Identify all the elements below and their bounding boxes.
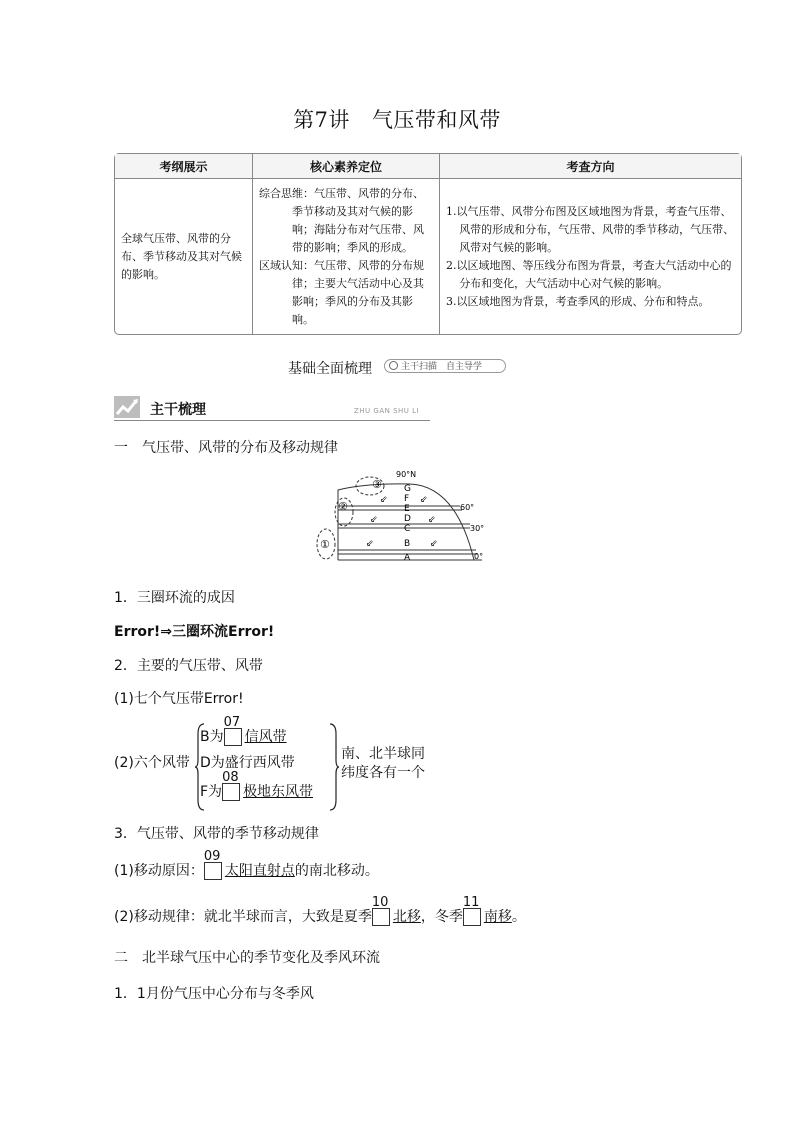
wind-b-answer: 信风带 [244,729,287,745]
header-exam-direction: 考查方向 [439,154,741,179]
wind-arrow-icon: ⇙ [366,539,374,549]
belt-letter-b: B [404,539,411,549]
item-3b-prefix: (2)移动规律：就北半球而言，大致是夏季 [114,909,372,925]
wind-b-prefix: B为 [200,729,224,745]
item-3b-answer-winter: 南移 [483,909,512,925]
item-2a [114,688,244,708]
belt-letter-c: C [404,524,411,534]
lat-label-60: 60° [460,503,475,512]
item-3b-middle: ，冬季 [420,909,463,925]
syllabus-table [114,153,742,335]
section-title: 基础全面梳理 [288,361,372,377]
item-2a-text: (1)七个气压带Error! [114,691,244,707]
exam-outline-cell: 全球气压带、风带的分布、季节移动及其对气候的影响。 [121,231,242,281]
note-line-2: 纬度各有一个 [341,765,425,781]
literacy-item: 综合思维：气压带、风带的分布、季节移动及其对气候的影响；海陆分布对气压带、风带的影响；季风的形成。 [259,186,424,254]
belt-letter-g: G [404,484,411,494]
belt-letter-a: A [404,553,411,563]
core-literacy-cell [252,179,439,334]
lat-label-90: 90°N [396,470,417,479]
lat-label-0: 0° [474,552,484,561]
page-title [0,104,794,134]
item-3b [114,895,526,926]
pressure-belt-diagram [306,466,496,566]
answer-box [222,770,240,801]
answer-number: 08 [222,770,239,785]
wind-arrow-icon: ⇙ [430,539,438,549]
main-heading: 主干梳理 [150,402,206,418]
item-1: 1．三圈环流的成因 [114,590,235,606]
header-exam-outline: 考纲展示 [115,154,252,179]
part2-item-1: 1．1月份气压中心分布与冬季风 [114,986,314,1002]
literacy-item: 区域认知：气压带、风带的分布规律；主要大气活动中心及其影响；季风的分布及其影响。 [259,258,424,326]
heading-divider [114,420,430,421]
wind-arrow-icon: ⇙ [370,515,378,525]
answer-box [223,715,242,746]
direction-item: 2.以区域地图、等压线分布图为背景，考查大气活动中心的分布和变化，大气活动中心对气候的影响。 [446,258,732,290]
wind-arrow-icon: ⇙ [380,495,388,505]
item-3a-prefix: (1)移动原因： [114,863,204,879]
lat-label-30: 30° [470,524,485,533]
wind-arrow-icon: ⇙ [428,515,436,525]
table-header-row [115,154,741,179]
lesson-topic: 气压带和风带 [371,108,501,132]
answer-number: 10 [371,895,389,910]
direction-item: 1.以气压带、风带分布图及区域地图为背景，考查气压带、风带的形成和分布，气压带、风带的季节移动，气压带、风带对气候的影响。 [446,204,735,254]
answer-number: 09 [203,849,221,864]
item-3b-answer-summer: 北移 [392,909,421,925]
section-pill [384,359,506,373]
belt-letter-d: D [404,514,411,524]
item-3a-suffix: 的南北移动。 [294,863,379,879]
wind-f-prefix: F为 [200,784,223,800]
wind-f-line [200,770,314,801]
table-row [115,179,741,334]
item-3b-end: 。 [511,909,526,925]
item-3a [114,849,379,880]
part1-heading: 一 气压带、风带的分布及移动规律 [114,440,338,456]
right-brace-icon [328,722,340,812]
cell-label-1: ① [320,538,330,551]
answer-box [203,849,222,880]
part2-heading: 二 北半球气压中心的季节变化及季风环流 [114,950,380,966]
item-1-formula: Error!⇒三圈环流Error! [114,624,275,640]
header-core-literacy: 核心素养定位 [252,154,439,179]
item-3a-answer: 太阳直射点 [224,863,295,879]
wind-b-line [200,715,287,746]
answer-number: 07 [223,715,241,730]
note-line-1: 南、北半球同 [341,746,425,762]
search-icon [389,361,398,370]
exam-direction-cell [439,179,741,334]
section-pill-text: 主干扫描 自主导学 [401,362,483,372]
wind-arrow-icon: ⇙ [420,495,428,505]
wind-d-line: D为盛行西风带 [200,755,295,771]
belt-letter-f: F [404,494,410,504]
answer-number: 11 [462,895,480,910]
item-2b-prefix: (2)六个风带 [114,755,190,771]
cell-label-2: ② [338,500,348,513]
item-2: 2．主要的气压带、风带 [114,658,263,674]
answer-box [462,895,481,926]
wind-f-answer: 极地东风带 [243,784,314,800]
belt-letter-e: E [404,504,410,514]
answer-box [371,895,390,926]
cell-label-3: ③ [372,478,382,491]
chart-trend-icon [114,396,140,418]
lesson-number: 第7讲 [293,108,350,132]
direction-item: 3.以区域地图为背景，考查季风的形成、分布和特点。 [446,294,710,308]
item-3: 3．气压带、风带的季节移动规律 [114,826,319,842]
main-heading-pinyin: ZHU GAN SHU LI [354,407,420,415]
